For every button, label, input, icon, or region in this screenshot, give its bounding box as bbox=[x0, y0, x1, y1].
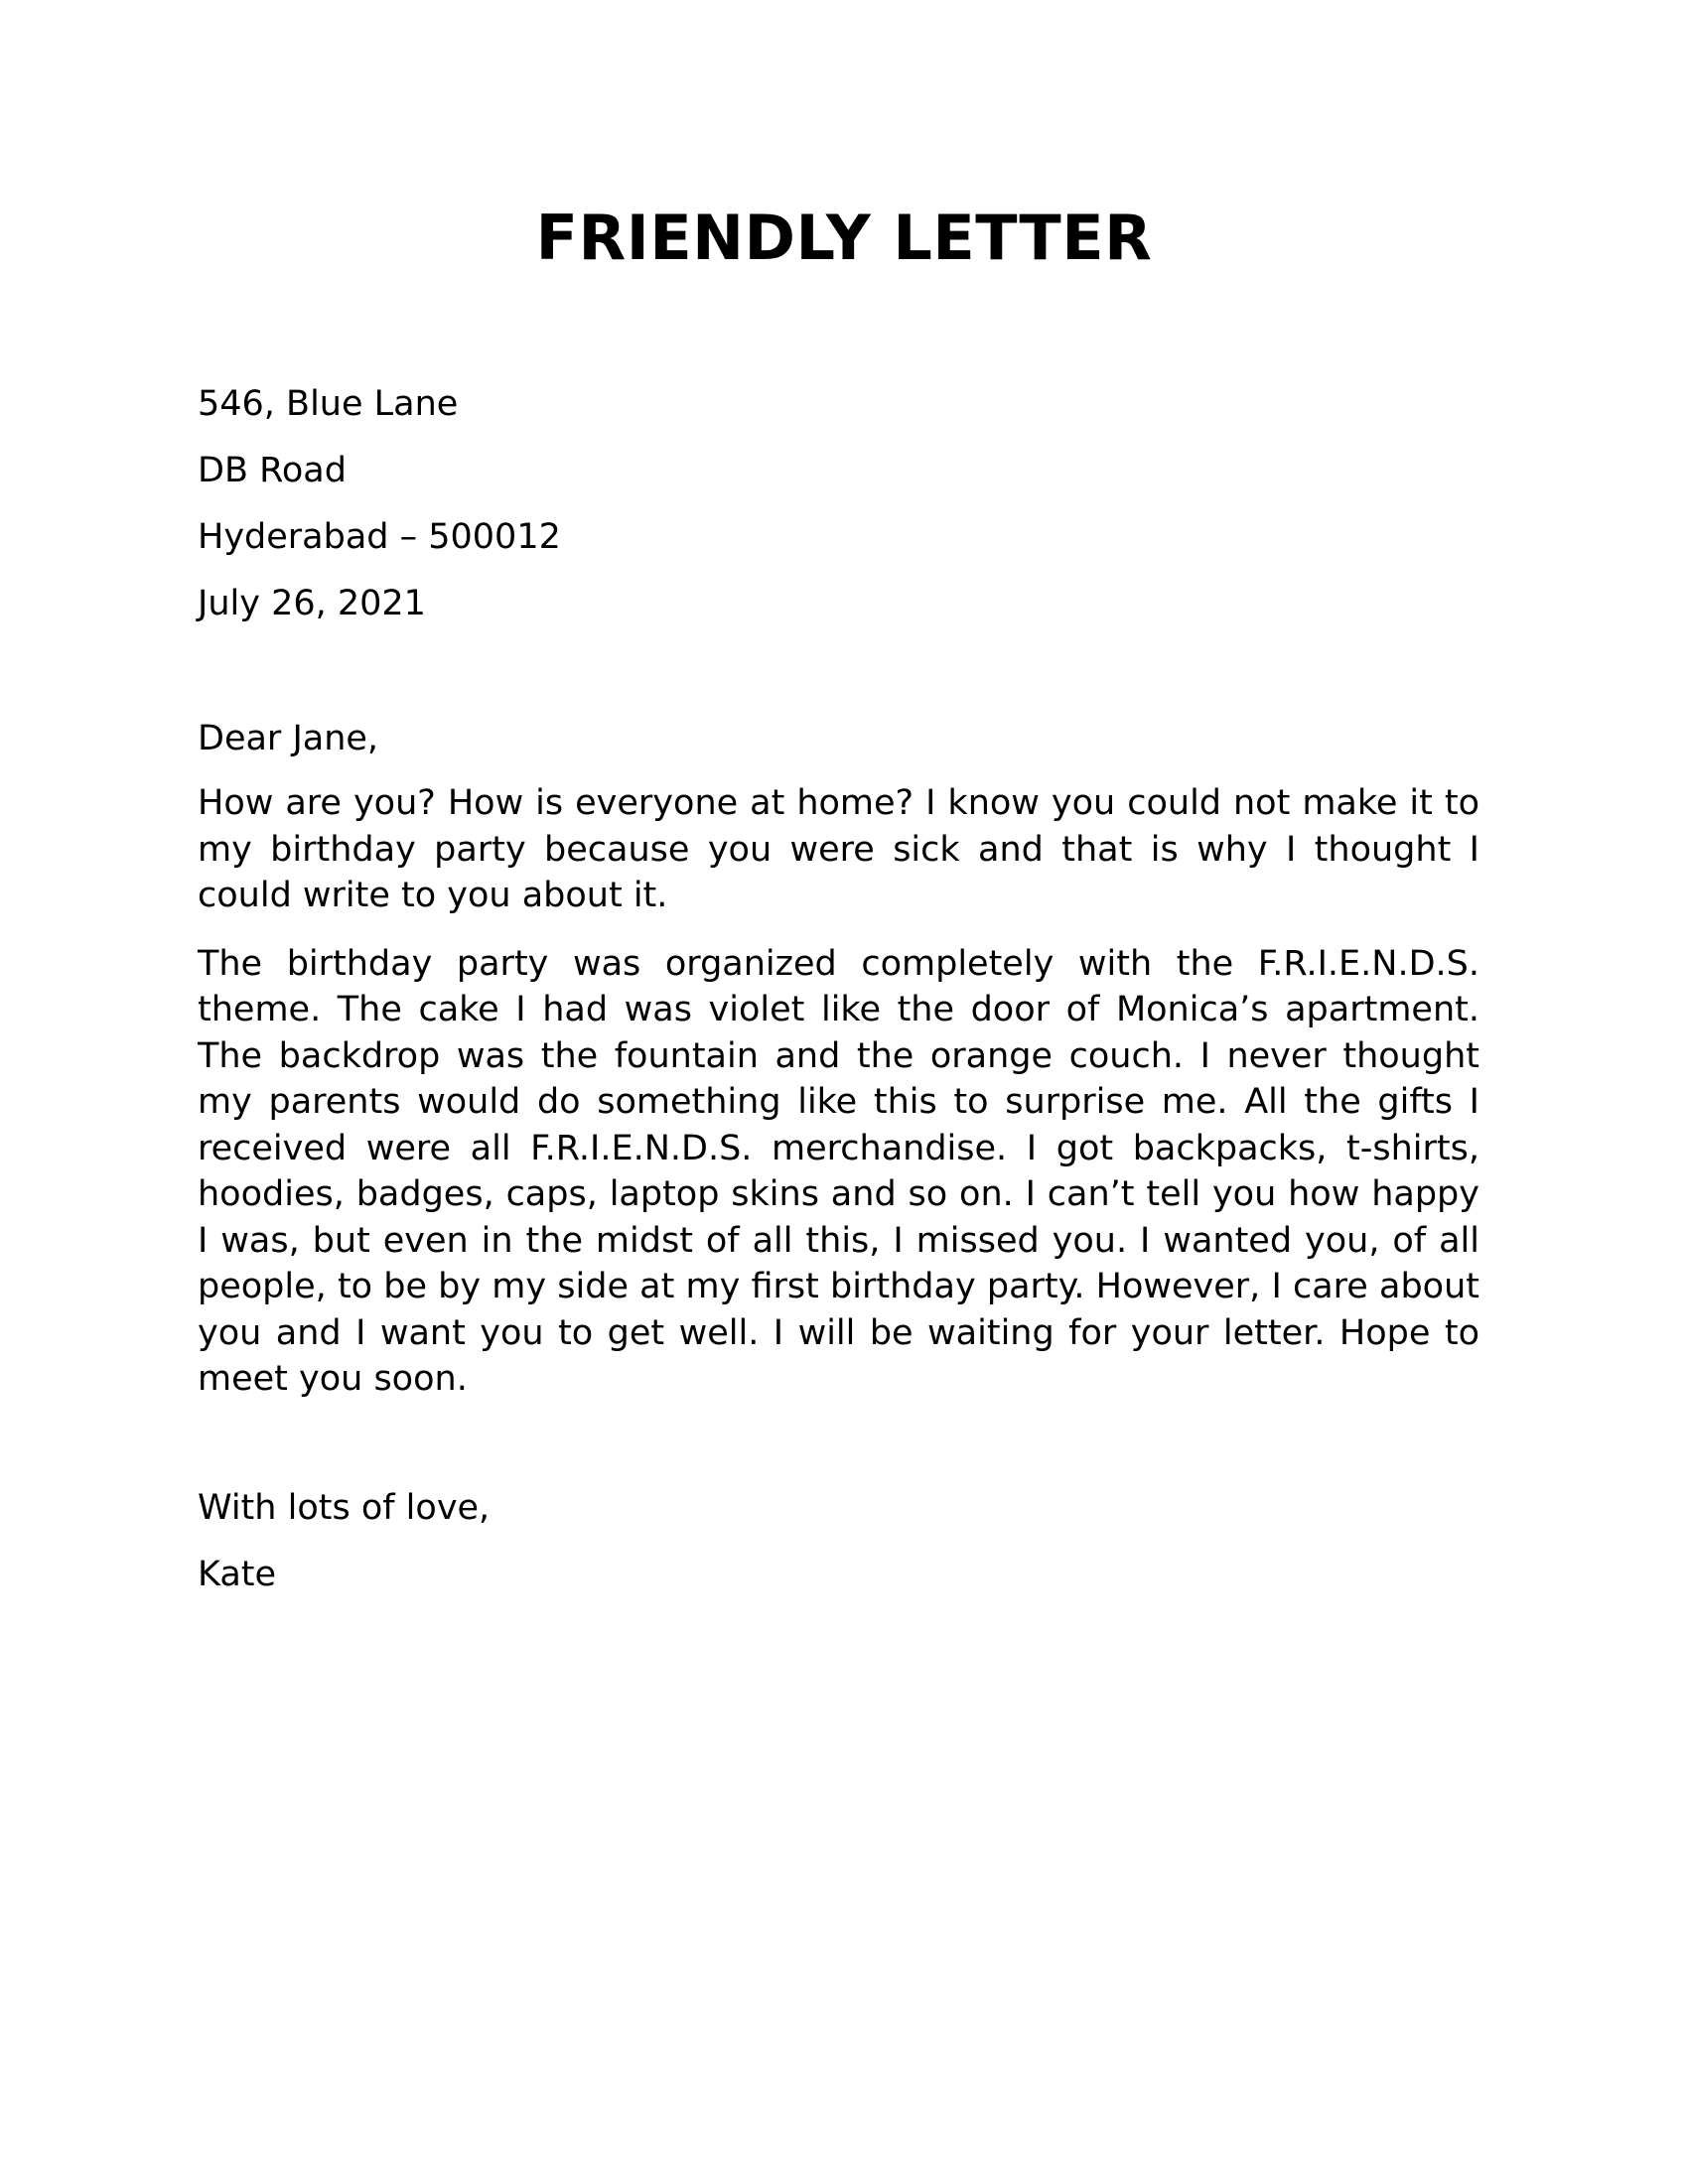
address-line-road: DB Road bbox=[198, 451, 347, 490]
letter-closing bbox=[198, 1485, 1479, 1618]
body-paragraph-1: How are you? How is everyone at home? I know you could not make it to my birthday party because you were sick and that is why I thought I could write to you about it. bbox=[198, 783, 1479, 915]
address-line-street: 546, Blue Lane bbox=[198, 384, 459, 424]
sender-address bbox=[198, 381, 1479, 647]
closing-phrase: With lots of love, bbox=[198, 1488, 491, 1528]
salutation: Dear Jane, bbox=[198, 719, 379, 758]
letter-date: July 26, 2021 bbox=[198, 584, 426, 623]
letter-body bbox=[198, 780, 1479, 1425]
signature: Kate bbox=[198, 1555, 277, 1594]
address-line-city: Hyderabad – 500012 bbox=[198, 517, 561, 557]
page-title: FRIENDLY LETTER bbox=[535, 202, 1153, 274]
body-paragraph-2: The birthday party was organized completely with the F.R.I.E.N.D.S. theme. The cake I had was violet like the door of Monica’s apartment. The backdrop was the fountain and the orange couch. I never thought my parents would do something like this to surprise me. All the gifts I received were all F.R.I.E.N.D.S. merchandise. I got backpacks, t-shirts, hoodies, badges, caps, laptop skins and so on. I can’t tell you how happy I was, but even in the midst of all this, I missed you. I wanted you, of all people, to be by my side at my first birthday party. However, I care about you and I want you to get well. I will be waiting for your letter. Hope to meet you soon. bbox=[198, 943, 1479, 1399]
